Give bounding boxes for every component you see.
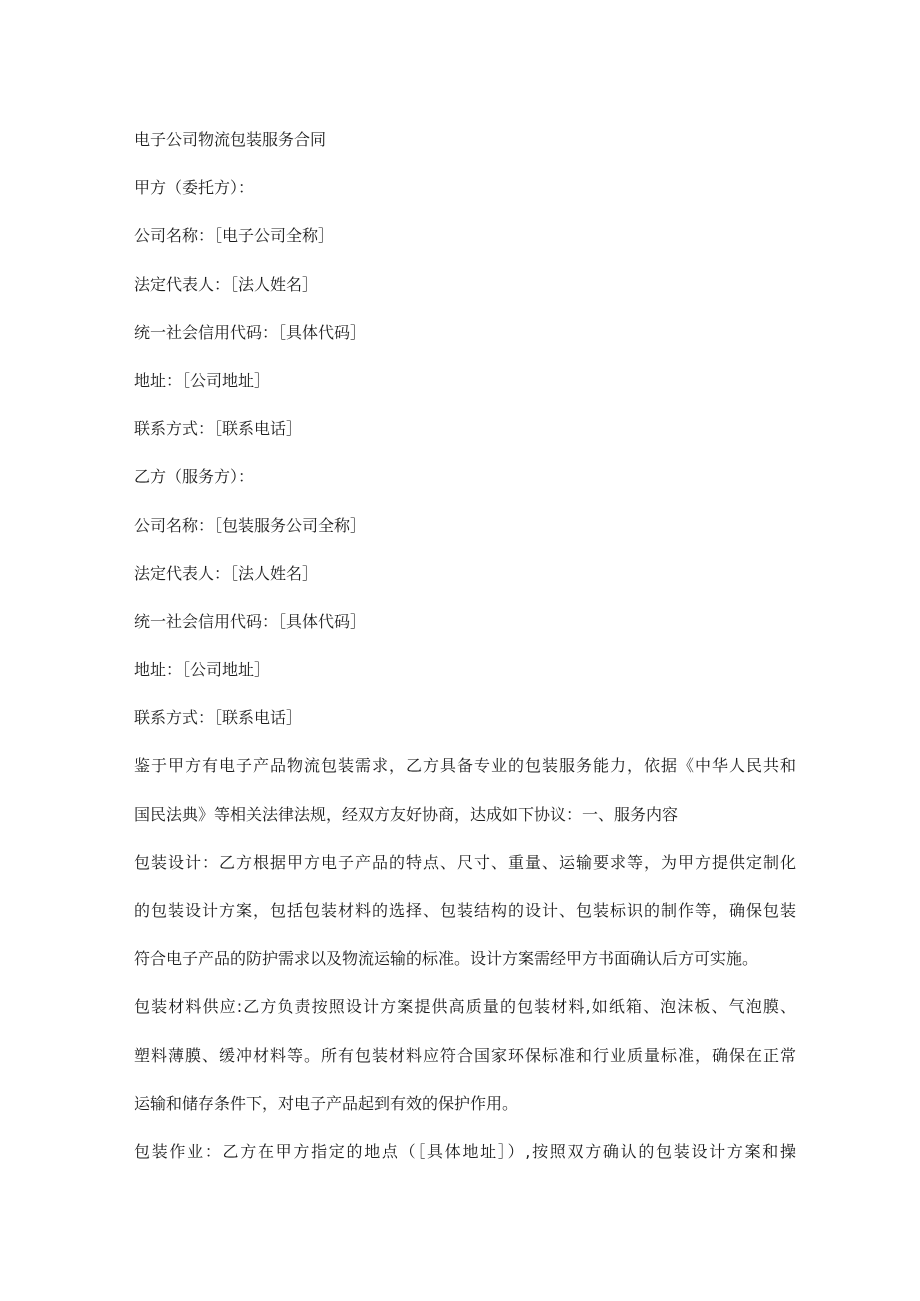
party-b-credit-code: 统一社会信用代码：［具体代码］ [134, 611, 367, 631]
packaging-design-line: 的包装设计方案，包括包装材料的选择、包装结构的设计、包装标识的制作等，确保包装 [134, 901, 796, 920]
packaging-design-line: 符合电子产品的防护需求以及物流运输的标准。设计方案需经甲方书面确认后方可实施。 [134, 949, 759, 969]
packaging-design-line: 包装设计：乙方根据甲方电子产品的特点、尺寸、重量、运输要求等，为甲方提供定制化 [134, 852, 796, 872]
party-a-company-name: 公司名称：［电子公司全称］ [134, 226, 335, 246]
materials-supply-line: 运输和储存条件下，对电子产品起到有效的保护作用。 [134, 1093, 519, 1113]
party-b-company-name: 公司名称：［包装服务公司全称］ [134, 515, 367, 535]
party-a-contact: 联系方式：［联系电话］ [134, 419, 303, 439]
contract-document [134, 116, 796, 1176]
party-a-heading: 甲方（委托方）： [134, 178, 255, 198]
materials-supply-line: 塑料薄膜、缓冲材料等。所有包装材料应符合国家环保标准和行业质量标准，确保在正常 [134, 1045, 796, 1065]
preamble-line: 国民法典》等相关法律法规，经双方友好协商，达成如下协议：一、服务内容 [134, 804, 679, 824]
preamble-line: 鉴于甲方有电子产品物流包装需求，乙方具备专业的包装服务能力，依据《中华人民共和 [134, 756, 796, 776]
materials-supply-line: 包装材料供应:乙方负责按照设计方案提供高质量的包装材料,如纸箱、泡沫板、气泡膜、 [134, 997, 796, 1017]
party-a-address: 地址：［公司地址］ [134, 370, 271, 390]
party-a-credit-code: 统一社会信用代码：［具体代码］ [134, 322, 367, 342]
party-b-heading: 乙方（服务方）： [134, 467, 255, 487]
party-b-contact: 联系方式：［联系电话］ [134, 708, 303, 728]
document-title: 电子公司物流包装服务合同 [134, 130, 327, 149]
packaging-operation-line: 包装作业：乙方在甲方指定的地点（［具体地址］）,按照双方确认的包装设计方案和操 [134, 1141, 796, 1161]
party-b-legal-rep: 法定代表人：［法人姓名］ [134, 563, 319, 583]
party-a-legal-rep: 法定代表人：［法人姓名］ [134, 274, 319, 294]
party-b-address: 地址：［公司地址］ [134, 660, 271, 680]
